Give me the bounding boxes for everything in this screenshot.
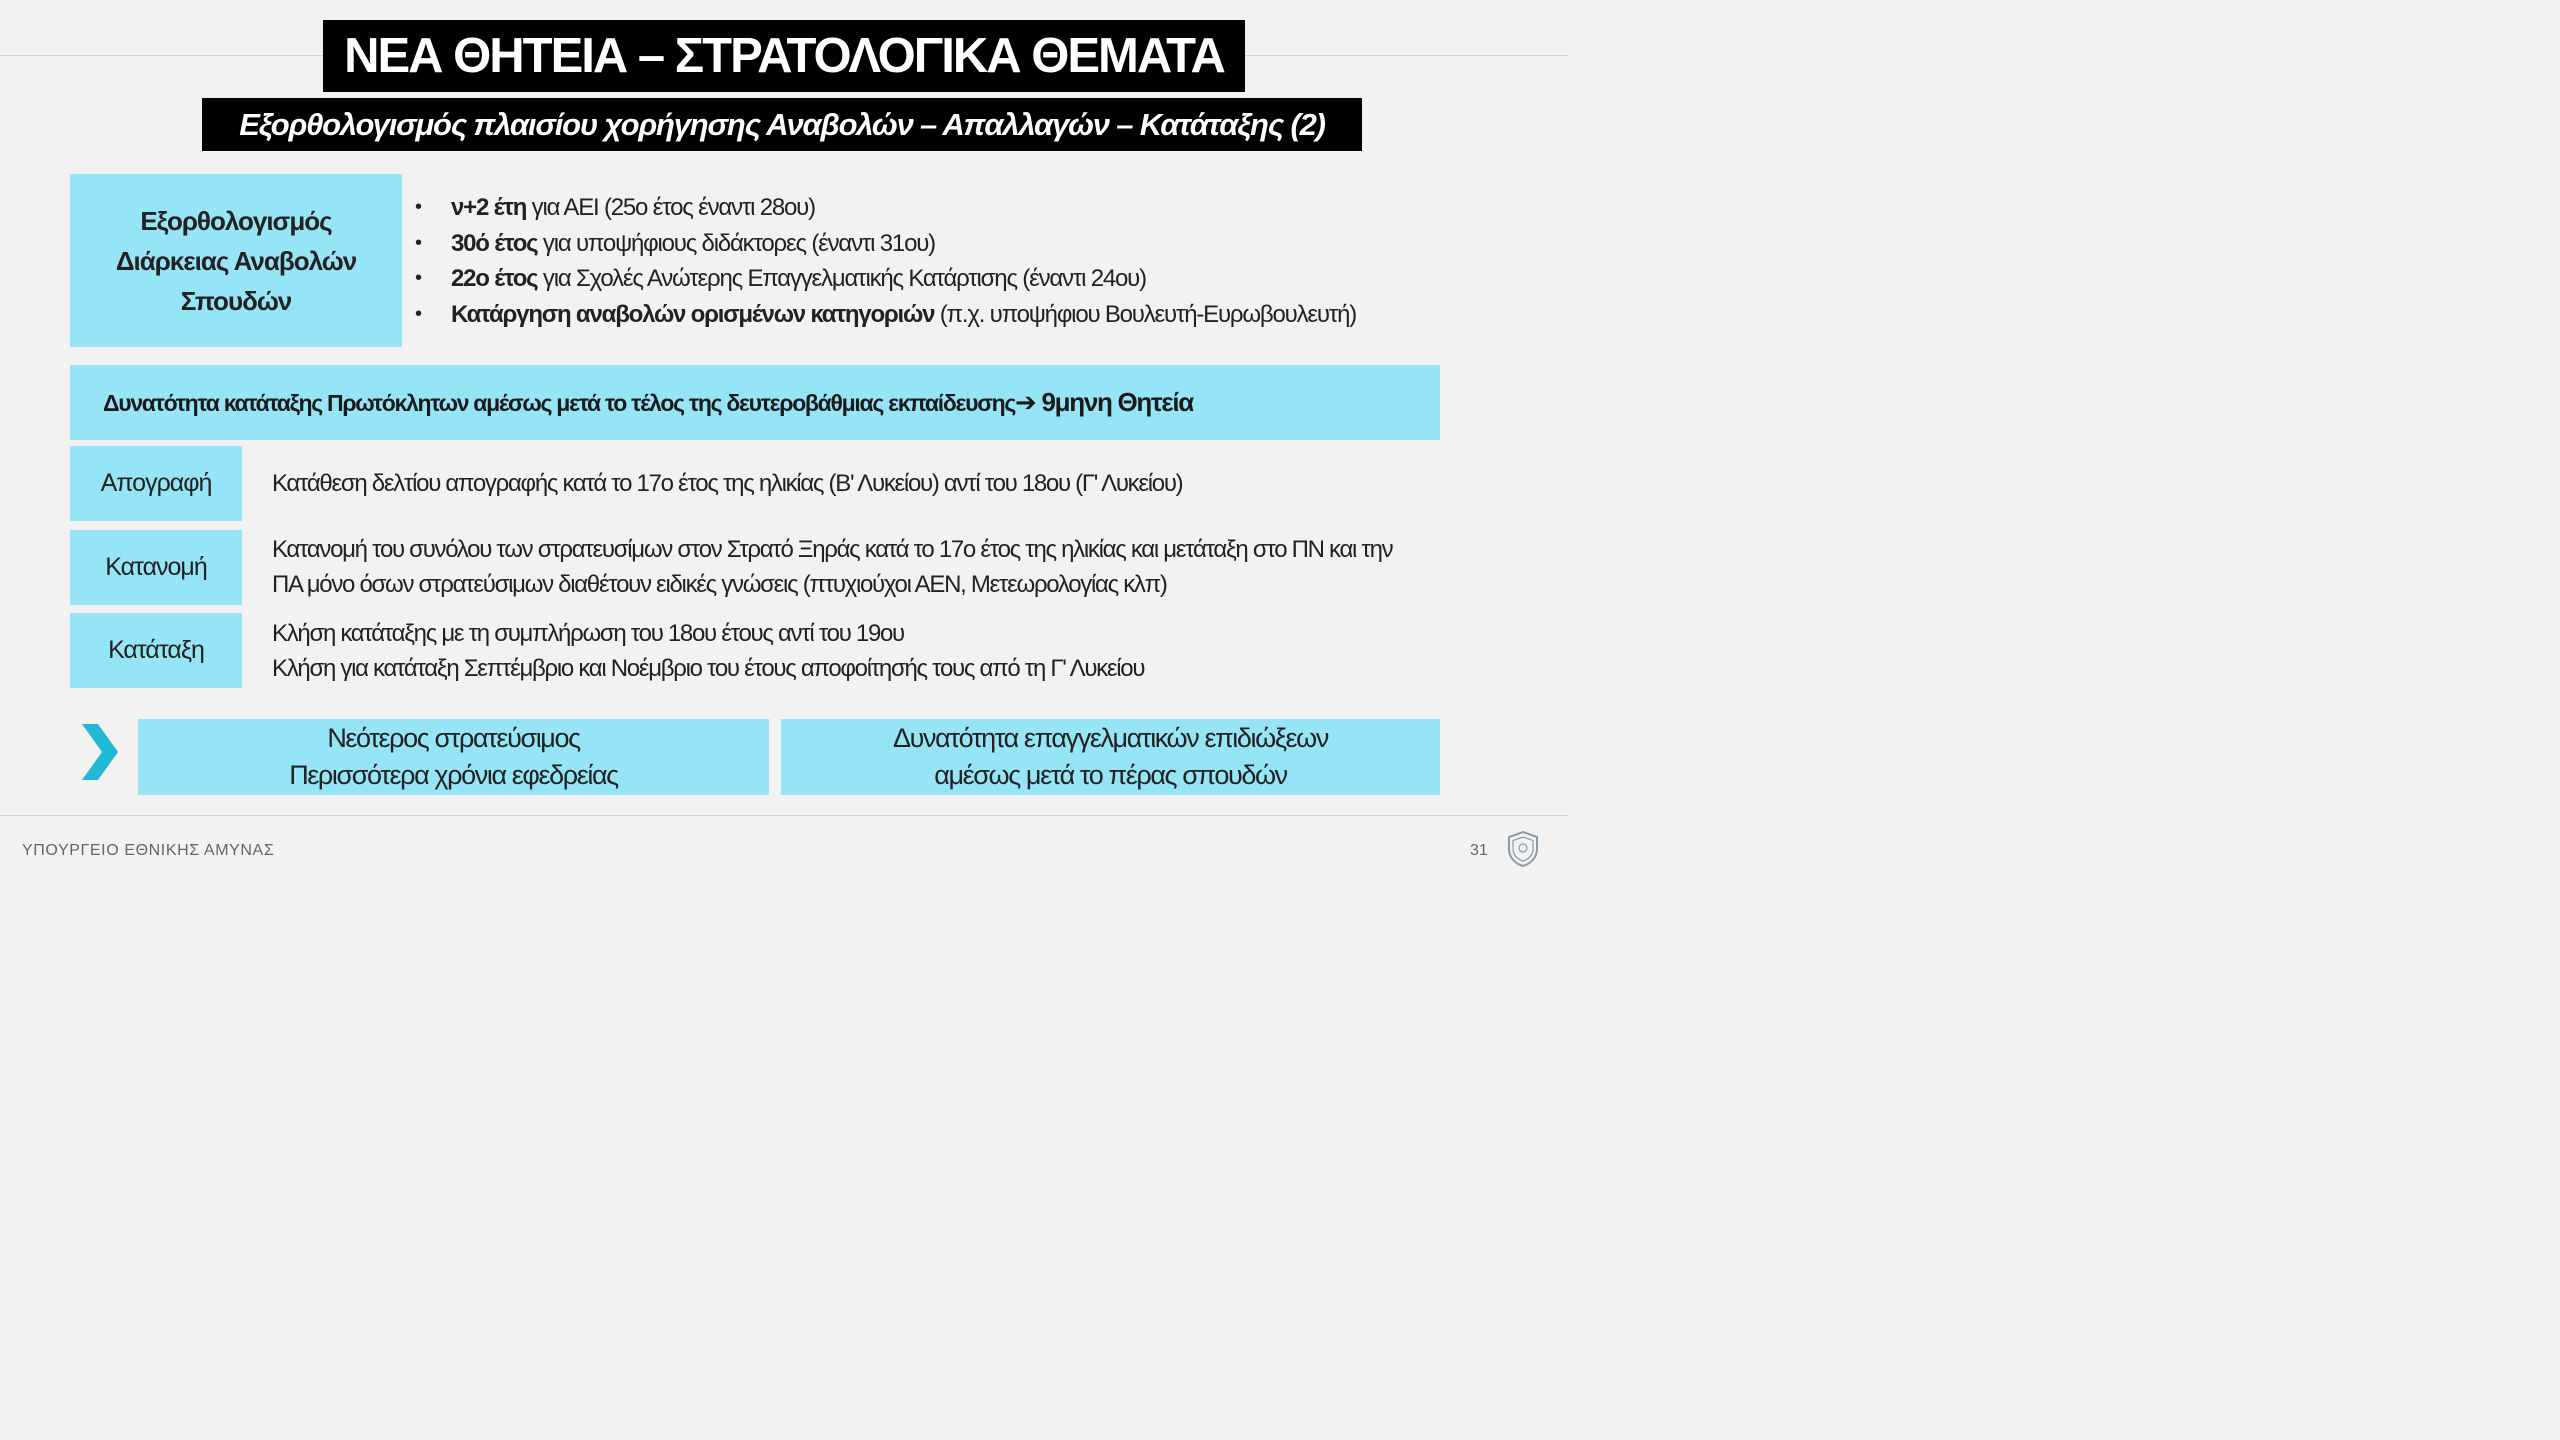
slide-subtitle-text: Εξορθολογισμός πλαισίου χορήγησης Αναβολών – Απαλλαγών – Κατάταξης (2) (239, 106, 1325, 142)
deferral-duration-box (70, 174, 402, 347)
slide-title (323, 20, 1245, 92)
bullet-text: για Σχολές Ανώτερης Επαγγελματικής Κατάρτισης (έναντι 24ου) (537, 265, 1146, 292)
deferral-bullet-list (415, 190, 1475, 332)
row-text-line: Κλήση για κατάταξη Σεπτέμβριο και Νοέμβριο του έτους αποφοίτησής τους από τη Γ' Λυκείου (272, 655, 1145, 682)
list-item (415, 226, 1475, 262)
bullet-text: (π.χ. υποψήφιου Βουλευτή-Ευρωβουλευτή) (934, 300, 1357, 328)
benefit-line: αμέσως μετά το πέρας σπουδών (934, 760, 1287, 790)
list-item (415, 190, 1475, 226)
deferral-box-line: Εξορθολογισμός (140, 205, 332, 236)
chevron-right-icon (80, 722, 120, 782)
bullet-icon: • (415, 196, 421, 218)
bullet-bold-text: ν+2 έτη (451, 194, 527, 221)
slide-title-text: ΝΕΑ ΘΗΤΕΙΑ – ΣΤΡΑΤΟΛΟΓΙΚΑ ΘΕΜΑΤΑ (344, 29, 1224, 83)
row-text-registration (272, 466, 1182, 501)
benefit-box-younger (138, 719, 769, 795)
page-number: 31 (1470, 842, 1488, 859)
row-label-allocation (70, 530, 242, 605)
benefit-line: Νεότερος στρατεύσιμος (327, 723, 580, 753)
list-item (415, 297, 1475, 333)
arrow-right-icon: ➔ (1015, 387, 1036, 417)
row-text-allocation (272, 532, 1392, 602)
bullet-bold-text: 30ό έτος (451, 229, 538, 257)
row-text-enlistment (272, 616, 1144, 686)
row-label-text: Κατάταξη (108, 636, 204, 664)
footer-rule (0, 815, 1568, 816)
band-main-text: Δυνατότητα κατάταξης Πρωτόκλητων αμέσως μετά το τέλος της δευτεροβάθμιας εκπαίδευσης (103, 390, 1016, 416)
bullet-icon: • (415, 302, 421, 325)
bullet-text: για ΑΕΙ (25ο έτος έναντι 28ου) (526, 194, 815, 221)
list-item (415, 261, 1475, 297)
benefit-line: Δυνατότητα επαγγελματικών επιδιώξεων (893, 723, 1328, 753)
bullet-icon: • (415, 267, 421, 289)
benefit-line: Περισσότερα χρόνια εφεδρείας (289, 760, 618, 790)
bullet-text: για υποψήφιους διδάκτορες (έναντι 31ου) (537, 229, 935, 257)
row-label-text: Κατανομή (105, 553, 207, 581)
row-text-line: Κλήση κατάταξης με τη συμπλήρωση του 18ου έτους αντί του 19ου (272, 620, 904, 647)
footer-ministry-name: ΥΠΟΥΡΓΕΙΟ ΕΘΝΙΚΗΣ ΑΜΥΝΑΣ (22, 842, 275, 859)
benefit-box-career (781, 719, 1440, 795)
ministry-emblem-icon (1506, 830, 1540, 868)
deferral-box-line: Σπουδών (180, 285, 292, 316)
enlistment-band-text (103, 387, 1193, 418)
bullet-bold-text: Κατάργηση αναβολών ορισμένων κατηγοριών (451, 300, 935, 328)
bullet-icon: • (415, 231, 421, 254)
bullet-bold-text: 22ο έτος (451, 265, 538, 292)
row-text-line: ΠΑ μόνο όσων στρατεύσιμων διαθέτουν ειδικές γνώσεις (πτυχιούχοι ΑΕΝ, Μετεωρολογίας κλπ) (272, 571, 1167, 598)
slide-subtitle (202, 98, 1362, 151)
row-text-line: Κατάθεση δελτίου απογραφής κατά το 17ο έτος της ηλικίας (Β' Λυκείου) αντί του 18ου (Γ' Λυκείου) (272, 470, 1183, 497)
enlistment-band (70, 365, 1440, 440)
deferral-box-line: Διάρκειας Αναβολών (115, 245, 357, 276)
row-label-text: Απογραφή (100, 469, 212, 497)
band-highlight-text: 9μηνη Θητεία (1035, 387, 1193, 417)
row-label-registration (70, 446, 242, 521)
row-label-enlistment (70, 613, 242, 688)
row-text-line: Κατανομή του συνόλου των στρατευσίμων στον Στρατό Ξηράς κατά το 17ο έτος της ηλικίας και μετάταξη στο ΠΝ και την (272, 536, 1393, 563)
